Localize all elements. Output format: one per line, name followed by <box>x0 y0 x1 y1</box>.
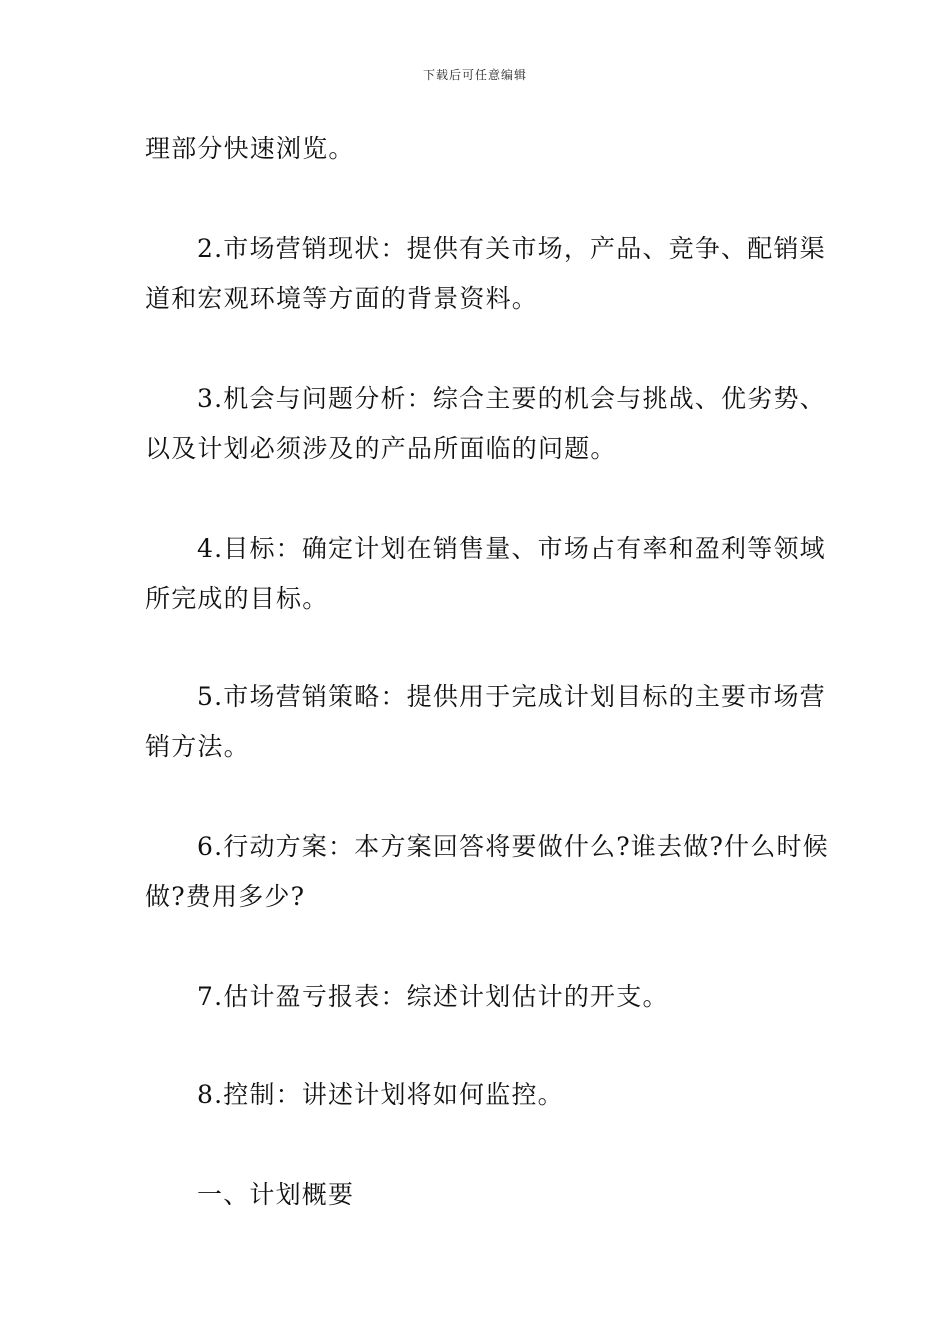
page-header-note: 下载后可任意编辑 <box>422 68 527 82</box>
paragraph-continuation: 理部分快速浏览。 <box>145 134 355 163</box>
paragraph-item-3: 3.机会与问题分析：综合主要的机会与挑战、优劣势、以及计划必须涉及的产品所面临的问题。 <box>145 384 826 463</box>
paragraph-item-6: 6.行动方案：本方案回答将要做什么?谁去做?什么时候做?费用多少? <box>145 832 829 911</box>
paragraph-item-8: 8.控制：讲述计划将如何监控。 <box>197 1080 564 1109</box>
paragraph-item-4: 4.目标：确定计划在销售量、市场占有率和盈利等领域所完成的目标。 <box>145 534 826 613</box>
section-heading: 一、计划概要 <box>197 1180 355 1209</box>
paragraph-item-7: 7.估计盈亏报表：综述计划估计的开支。 <box>197 982 669 1011</box>
paragraph-item-5: 5.市场营销策略：提供用于完成计划目标的主要市场营销方法。 <box>145 682 826 761</box>
paragraph-item-2: 2.市场营销现状：提供有关市场，产品、竞争、配销渠道和宏观环境等方面的背景资料。 <box>145 234 826 313</box>
